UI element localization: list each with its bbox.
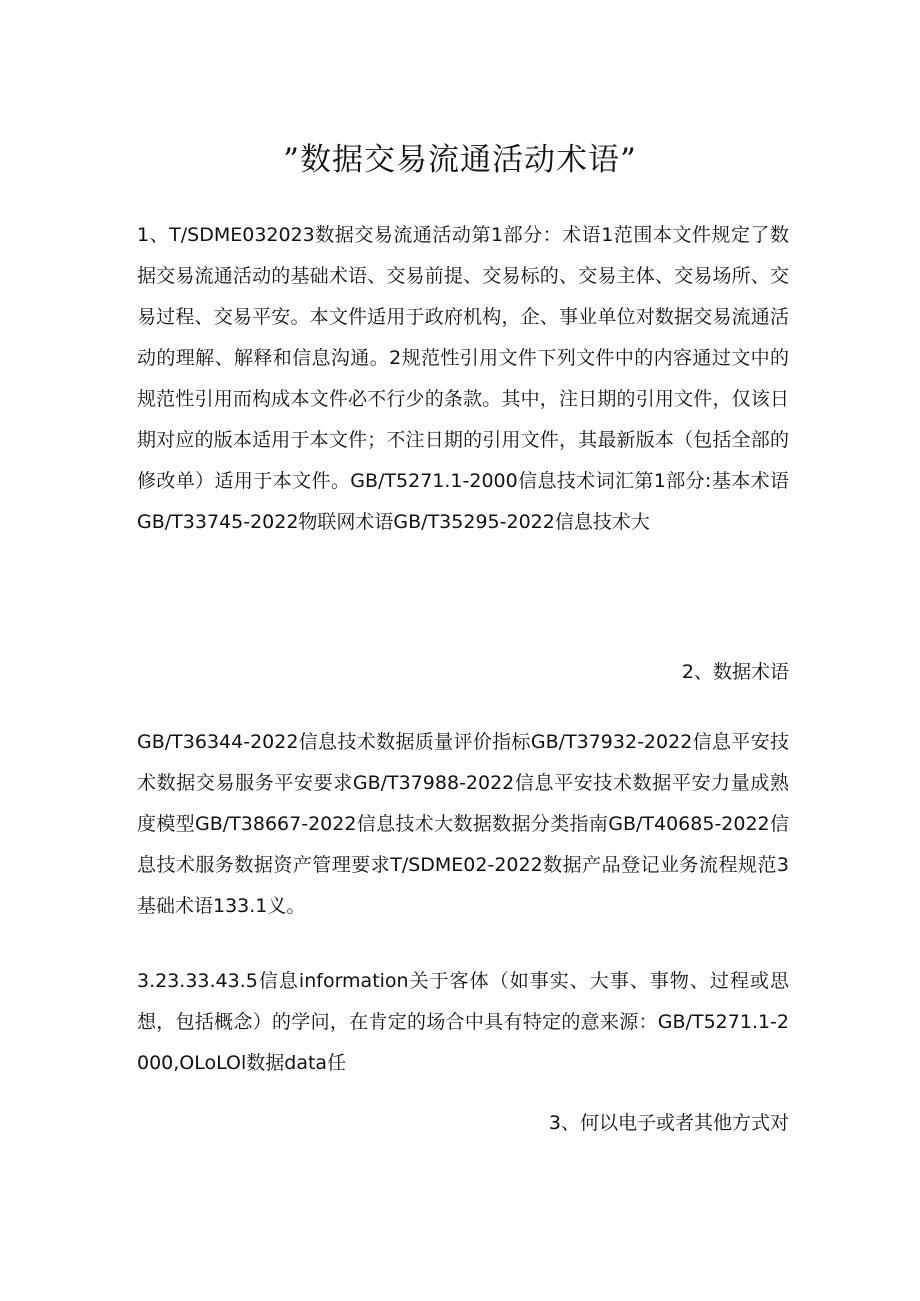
paragraph-scope-and-references: 1、T/SDME032023数据交易流通活动第1部分：术语1范围本文件规定了数据交易流通活动的基础术语、交易前提、交易标的、交易主体、交易场所、交易过程、交易平安。本文件适用于政府机构，企、事业单位对数据交易流通活动的理解、解释和信息沟通。2规范性引用文件下列文件中的内容通过文中的规范性引用而构成本文件必不行少的条款。其中，注日期的引用文件，仅该日期对应的版本适用于本文件；不注日期的引用文件，其最新版本（包括全部的修改单）适用于本文件。GB/T5271.1-2000信息技术词汇第1部分:基本术语GB/T33745-2022物联网术语GB/T35295-2022信息技术大	[137, 224, 789, 533]
section-heading-data-terms: 2、数据术语	[681, 661, 789, 683]
paragraph-standards-list: GB/T36344-2022信息技术数据质量评价指标GB/T37932-2022信息平安技术数据交易服务平安要求GB/T37988-2022信息平安技术数据平安力量成熟度模型GB/T38667-2022信息技术大数据数据分类指南GB/T40685-2022信息技术服务数据资产管理要求T/SDME02-2022数据产品登记业务流程规范3基础术语133.1义。	[137, 731, 789, 917]
paragraph-information-definition: 3.23.33.43.5信息information关于客体（如事实、大事、事物、过程或思想，包括概念）的学问，在肯定的场合中具有特定的意来源：GB/T5271.1-2000,OLoLOl数据data任	[137, 970, 789, 1074]
section-heading-3: 3、何以电子或者其他方式对	[548, 1112, 789, 1134]
document-title: ”数据交易流通活动术语”	[283, 142, 637, 178]
